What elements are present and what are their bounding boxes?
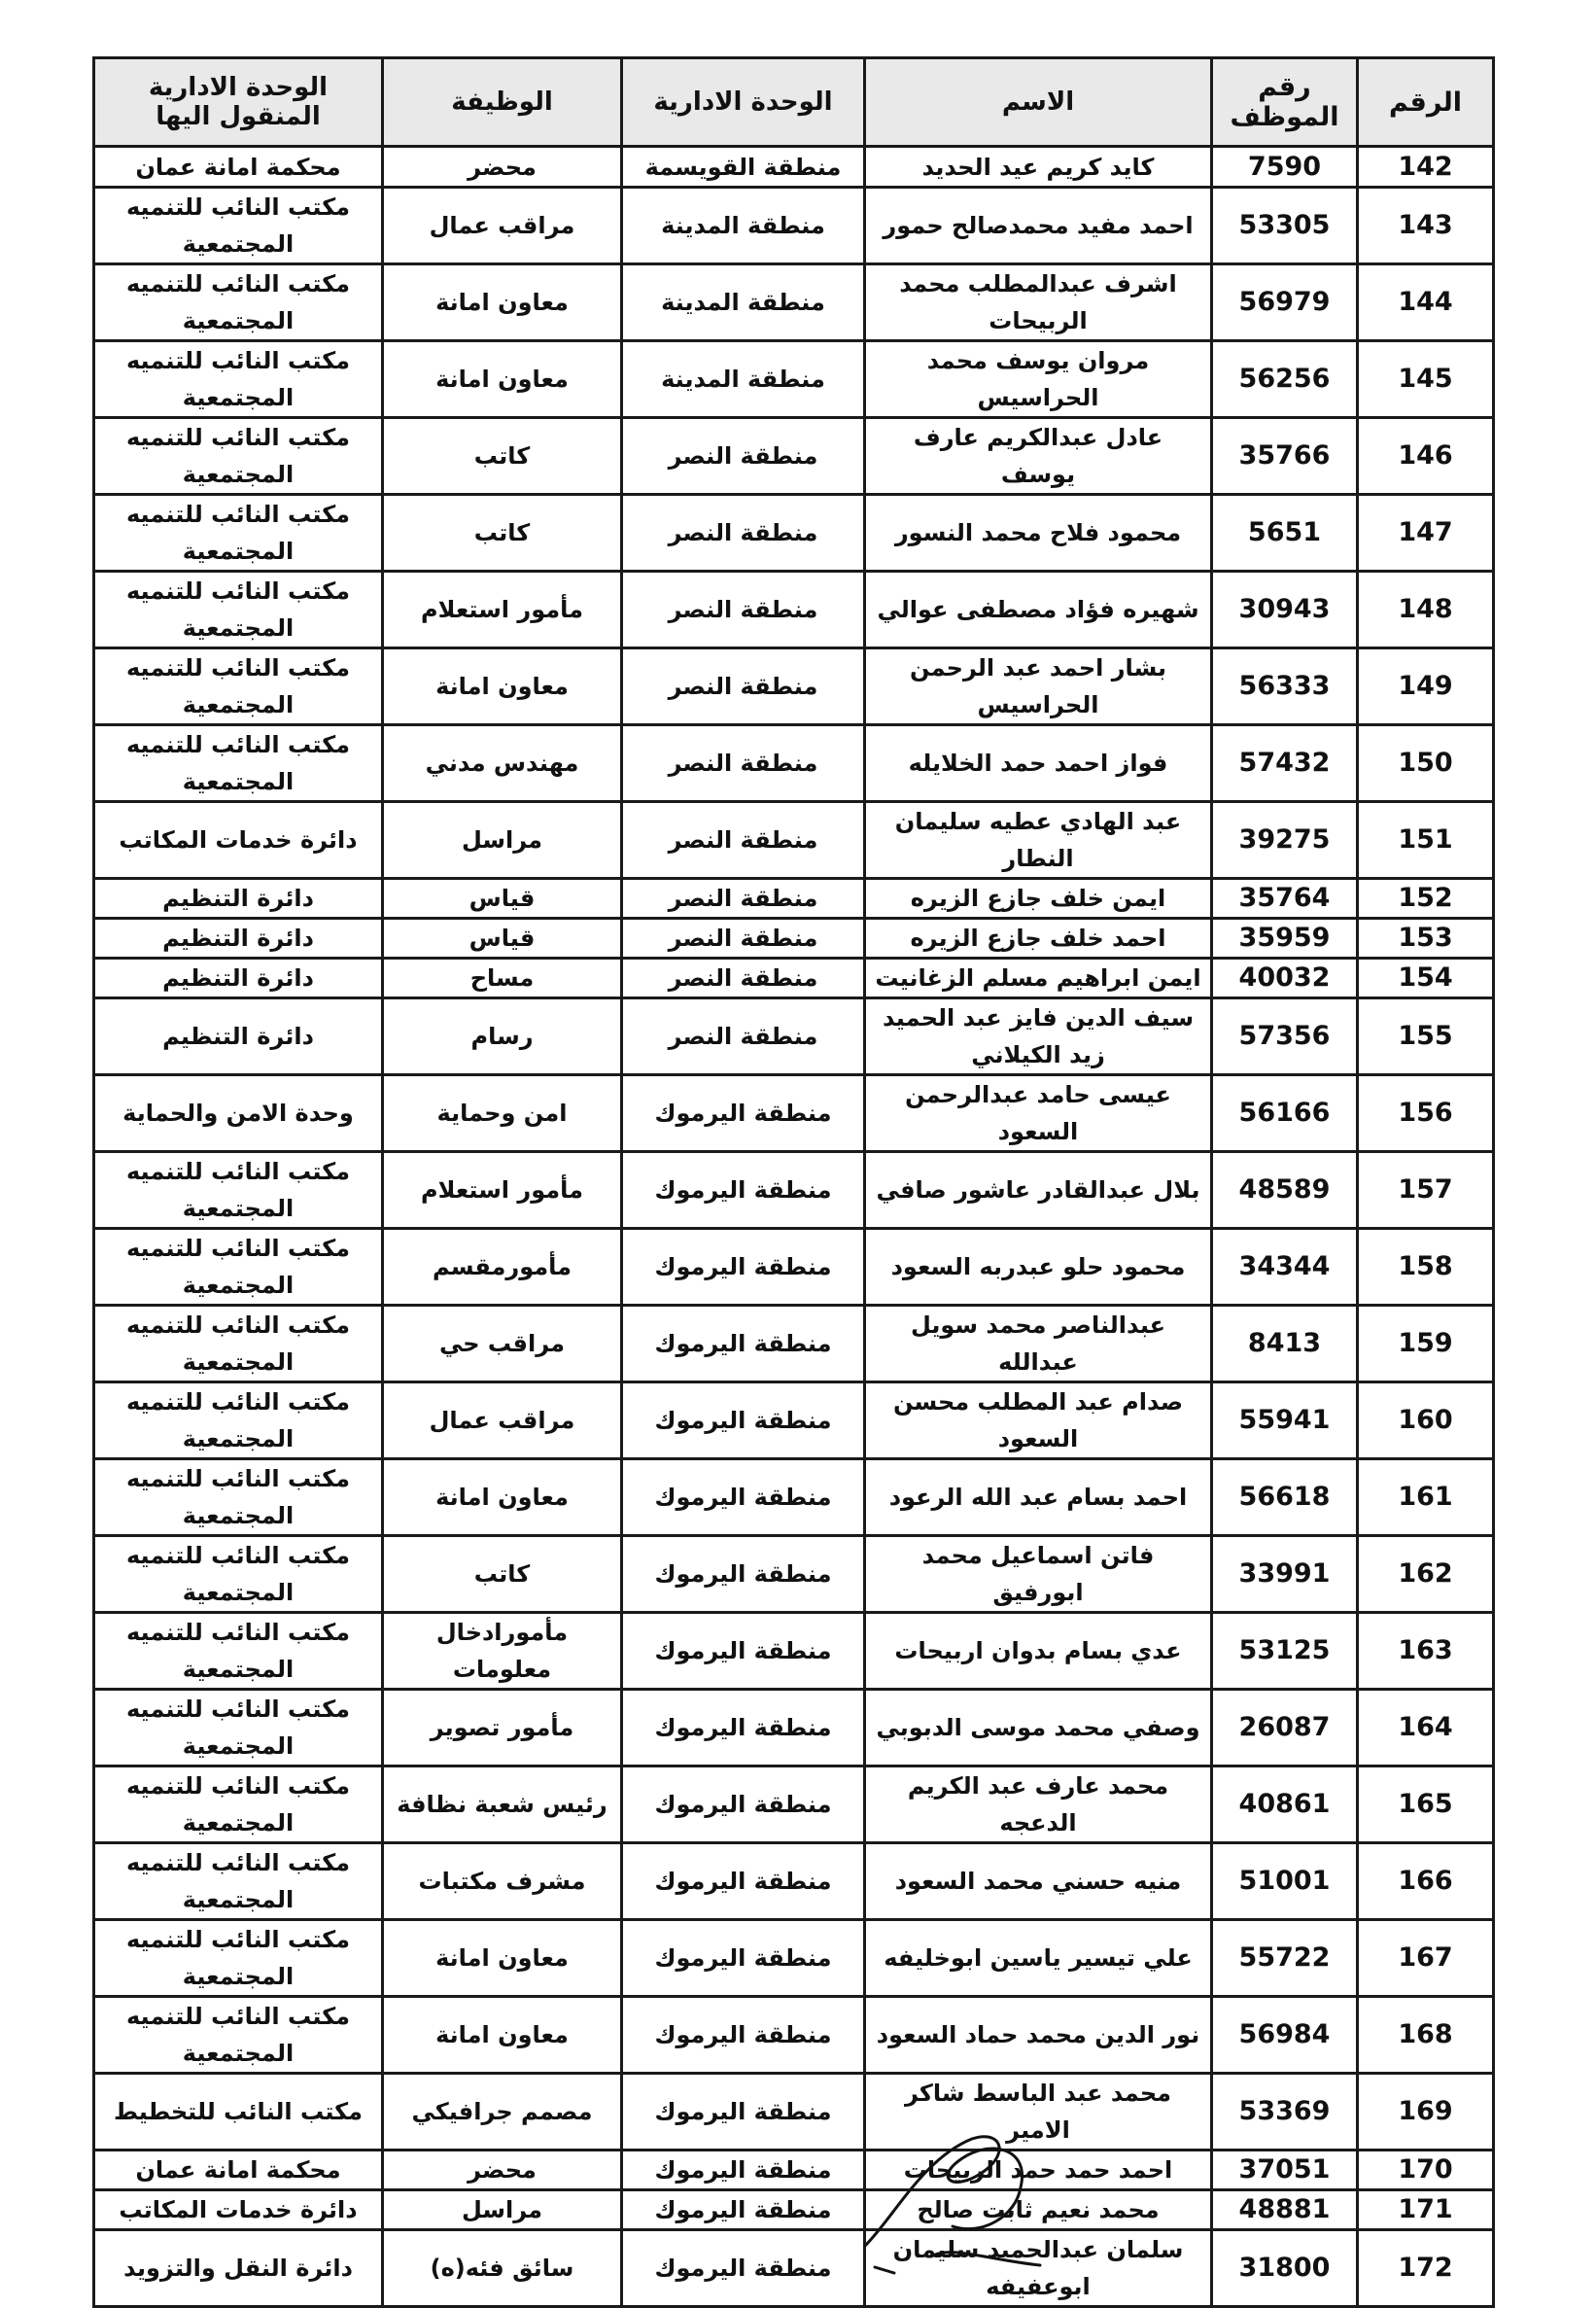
table-row <box>94 1075 1494 1152</box>
cell-job: مساح <box>383 959 622 998</box>
cell-name: منيه حسني محمد السعود <box>865 1843 1212 1920</box>
cell-job: مراسل <box>383 802 622 879</box>
cell-dest: وحدة الامن والحماية <box>94 1075 383 1152</box>
cell-name: نور الدين محمد حماد السعود <box>865 1997 1212 2074</box>
cell-emp-id: 56984 <box>1212 1997 1358 2074</box>
cell-name: سيف الدين فايز عبد الحميد زيد الكيلاني <box>865 998 1212 1075</box>
cell-name: احمد بسام عبد الله الرعود <box>865 1459 1212 1536</box>
cell-emp-id: 56256 <box>1212 341 1358 418</box>
cell-emp-id: 48589 <box>1212 1152 1358 1229</box>
cell-job: مراقب حي <box>383 1306 622 1382</box>
cell-unit: منطقة النصر <box>622 879 865 919</box>
cell-name: فواز احمد حمد الخلايله <box>865 725 1212 802</box>
cell-name: محمود فلاح محمد النسور <box>865 495 1212 572</box>
cell-emp-id: 53125 <box>1212 1613 1358 1690</box>
cell-job: معاون امانة <box>383 1997 622 2074</box>
cell-name: محمد عارف عبد الكريم الدعجه <box>865 1766 1212 1843</box>
cell-num: 167 <box>1358 1920 1494 1997</box>
table-row <box>94 1152 1494 1229</box>
cell-job: معاون امانة <box>383 1920 622 1997</box>
table-row <box>94 998 1494 1075</box>
cell-unit: منطقة اليرموك <box>622 1536 865 1613</box>
cell-emp-id: 35959 <box>1212 919 1358 959</box>
cell-dest: مكتب النائب للتنميه المجتمعية <box>94 725 383 802</box>
cell-name: ايمن ابراهيم مسلم الزغانيت <box>865 959 1212 998</box>
cell-unit: منطقة القويسمة <box>622 147 865 188</box>
cell-job: مراسل <box>383 2190 622 2230</box>
cell-emp-id: 40032 <box>1212 959 1358 998</box>
cell-job: قياس <box>383 879 622 919</box>
cell-name: بلال عبدالقادر عاشور صافي <box>865 1152 1212 1229</box>
cell-num: 155 <box>1358 998 1494 1075</box>
table-row <box>94 1382 1494 1459</box>
cell-unit: منطقة اليرموك <box>622 1306 865 1382</box>
cell-unit: منطقة اليرموك <box>622 1075 865 1152</box>
cell-num: 159 <box>1358 1306 1494 1382</box>
cell-emp-id: 53305 <box>1212 188 1358 264</box>
cell-emp-id: 56979 <box>1212 264 1358 341</box>
cell-num: 160 <box>1358 1382 1494 1459</box>
table-header <box>94 58 1494 147</box>
cell-dest: دائرة التنظيم <box>94 959 383 998</box>
table-row <box>94 1613 1494 1690</box>
cell-unit: منطقة المدينة <box>622 188 865 264</box>
cell-job: محضر <box>383 147 622 188</box>
cell-name: عيسى حامد عبدالرحمن السعود <box>865 1075 1212 1152</box>
cell-num: 146 <box>1358 418 1494 495</box>
cell-num: 148 <box>1358 572 1494 648</box>
cell-name: سلمان عبدالحميد سليمان ابوعفيفه <box>865 2230 1212 2307</box>
cell-emp-id: 8413 <box>1212 1306 1358 1382</box>
cell-dest: محكمة امانة عمان <box>94 147 383 188</box>
cell-job: معاون امانة <box>383 1459 622 1536</box>
cell-unit: منطقة النصر <box>622 919 865 959</box>
cell-unit: منطقة اليرموك <box>622 1766 865 1843</box>
table-row <box>94 264 1494 341</box>
cell-dest: مكتب النائب للتنميه المجتمعية <box>94 1613 383 1690</box>
cell-num: 165 <box>1358 1766 1494 1843</box>
cell-emp-id: 33991 <box>1212 1536 1358 1613</box>
cell-emp-id: 51001 <box>1212 1843 1358 1920</box>
table-row <box>94 919 1494 959</box>
cell-name: احمد حمد حمد الربيحات <box>865 2151 1212 2190</box>
cell-num: 158 <box>1358 1229 1494 1306</box>
table-row <box>94 802 1494 879</box>
cell-dest: دائرة التنظيم <box>94 919 383 959</box>
table-row <box>94 1306 1494 1382</box>
cell-dest: مكتب النائب للتنميه المجتمعية <box>94 1152 383 1229</box>
cell-unit: منطقة اليرموك <box>622 2151 865 2190</box>
cell-emp-id: 40861 <box>1212 1766 1358 1843</box>
header-dest: الوحدة الادارية المنقول اليها <box>94 58 383 147</box>
cell-job: سائق فئه(ه) <box>383 2230 622 2307</box>
cell-emp-id: 37051 <box>1212 2151 1358 2190</box>
cell-name: شهيره فؤاد مصطفى عوالي <box>865 572 1212 648</box>
cell-dest: مكتب النائب للتنميه المجتمعية <box>94 1843 383 1920</box>
cell-unit: منطقة النصر <box>622 959 865 998</box>
table-row <box>94 879 1494 919</box>
table-row <box>94 2230 1494 2307</box>
cell-emp-id: 56618 <box>1212 1459 1358 1536</box>
cell-name: علي تيسير ياسين ابوخليفه <box>865 1920 1212 1997</box>
cell-dest: مكتب النائب للتنميه المجتمعية <box>94 1382 383 1459</box>
cell-dest: مكتب النائب للتنميه المجتمعية <box>94 1536 383 1613</box>
cell-dest: مكتب النائب للتنميه المجتمعية <box>94 418 383 495</box>
cell-num: 164 <box>1358 1690 1494 1766</box>
table-row <box>94 1766 1494 1843</box>
cell-emp-id: 7590 <box>1212 147 1358 188</box>
cell-dest: دائرة التنظيم <box>94 879 383 919</box>
cell-job: كاتب <box>383 495 622 572</box>
cell-emp-id: 5651 <box>1212 495 1358 572</box>
cell-job: معاون امانة <box>383 341 622 418</box>
cell-job: قياس <box>383 919 622 959</box>
cell-emp-id: 48881 <box>1212 2190 1358 2230</box>
cell-dest: مكتب النائب للتنميه المجتمعية <box>94 495 383 572</box>
table-row <box>94 1997 1494 2074</box>
cell-job: مشرف مكتبات <box>383 1843 622 1920</box>
cell-num: 147 <box>1358 495 1494 572</box>
cell-unit: منطقة اليرموك <box>622 1382 865 1459</box>
header-unit: الوحدة الادارية <box>622 58 865 147</box>
cell-dest: دائرة التنظيم <box>94 998 383 1075</box>
cell-num: 166 <box>1358 1843 1494 1920</box>
cell-dest: دائرة النقل والتزويد <box>94 2230 383 2307</box>
cell-dest: مكتب النائب للتنميه المجتمعية <box>94 1920 383 1997</box>
cell-num: 154 <box>1358 959 1494 998</box>
cell-dest: دائرة خدمات المكاتب <box>94 2190 383 2230</box>
table-row <box>94 1690 1494 1766</box>
cell-unit: منطقة المدينة <box>622 264 865 341</box>
cell-job: مأمورمقسم <box>383 1229 622 1306</box>
cell-emp-id: 57432 <box>1212 725 1358 802</box>
cell-job: مأمورادخال معلومات <box>383 1613 622 1690</box>
cell-num: 169 <box>1358 2074 1494 2151</box>
cell-num: 145 <box>1358 341 1494 418</box>
cell-emp-id: 35764 <box>1212 879 1358 919</box>
cell-job: امن وحماية <box>383 1075 622 1152</box>
table-row <box>94 572 1494 648</box>
cell-dest: مكتب النائب للتنميه المجتمعية <box>94 341 383 418</box>
cell-job: مأمور تصوير <box>383 1690 622 1766</box>
cell-num: 152 <box>1358 879 1494 919</box>
cell-dest: مكتب النائب للتنميه المجتمعية <box>94 1229 383 1306</box>
cell-emp-id: 53369 <box>1212 2074 1358 2151</box>
cell-emp-id: 55722 <box>1212 1920 1358 1997</box>
table-row <box>94 1843 1494 1920</box>
cell-emp-id: 56166 <box>1212 1075 1358 1152</box>
cell-job: مأمور استعلام <box>383 1152 622 1229</box>
cell-num: 157 <box>1358 1152 1494 1229</box>
cell-num: 172 <box>1358 2230 1494 2307</box>
cell-unit: منطقة النصر <box>622 418 865 495</box>
cell-num: 143 <box>1358 188 1494 264</box>
cell-emp-id: 57356 <box>1212 998 1358 1075</box>
cell-job: معاون امانة <box>383 264 622 341</box>
cell-unit: منطقة اليرموك <box>622 2230 865 2307</box>
cell-num: 171 <box>1358 2190 1494 2230</box>
cell-job: رسام <box>383 998 622 1075</box>
cell-num: 161 <box>1358 1459 1494 1536</box>
table-row <box>94 959 1494 998</box>
cell-job: محضر <box>383 2151 622 2190</box>
cell-emp-id: 39275 <box>1212 802 1358 879</box>
cell-name: فاتن اسماعيل محمد ابورفيق <box>865 1536 1212 1613</box>
cell-name: ايمن خلف جازع الزيره <box>865 879 1212 919</box>
cell-num: 142 <box>1358 147 1494 188</box>
table-row <box>94 1229 1494 1306</box>
cell-unit: منطقة اليرموك <box>622 2074 865 2151</box>
table-row <box>94 341 1494 418</box>
cell-unit: منطقة اليرموك <box>622 1152 865 1229</box>
table-row <box>94 1536 1494 1613</box>
cell-name: احمد مفيد محمدصالح حمور <box>865 188 1212 264</box>
table-row <box>94 188 1494 264</box>
cell-unit: منطقة اليرموك <box>622 1843 865 1920</box>
header-num: الرقم <box>1358 58 1494 147</box>
cell-job: كاتب <box>383 418 622 495</box>
cell-num: 156 <box>1358 1075 1494 1152</box>
cell-dest: مكتب النائب للتنميه المجتمعية <box>94 1766 383 1843</box>
cell-job: كاتب <box>383 1536 622 1613</box>
cell-name: كايد كريم عيد الحديد <box>865 147 1212 188</box>
cell-name: عبد الهادي عطيه سليمان النطار <box>865 802 1212 879</box>
cell-dest: مكتب النائب للتنميه المجتمعية <box>94 1690 383 1766</box>
cell-job: معاون امانة <box>383 648 622 725</box>
cell-name: عدي بسام بدوان اربيحات <box>865 1613 1212 1690</box>
cell-unit: منطقة اليرموك <box>622 1997 865 2074</box>
transfer-table <box>92 56 1495 2308</box>
cell-dest: مكتب النائب للتنميه المجتمعية <box>94 188 383 264</box>
cell-emp-id: 55941 <box>1212 1382 1358 1459</box>
cell-emp-id: 30943 <box>1212 572 1358 648</box>
table-row <box>94 2074 1494 2151</box>
cell-num: 150 <box>1358 725 1494 802</box>
cell-name: محمد عبد الباسط شاكر الامير <box>865 2074 1212 2151</box>
cell-emp-id: 34344 <box>1212 1229 1358 1306</box>
cell-unit: منطقة اليرموك <box>622 1229 865 1306</box>
cell-unit: منطقة النصر <box>622 495 865 572</box>
cell-job: رئيس شعبة نظافة <box>383 1766 622 1843</box>
cell-dest: محكمة امانة عمان <box>94 2151 383 2190</box>
header-job: الوظيفة <box>383 58 622 147</box>
table-row <box>94 2151 1494 2190</box>
cell-num: 162 <box>1358 1536 1494 1613</box>
cell-num: 144 <box>1358 264 1494 341</box>
table-row <box>94 725 1494 802</box>
cell-job: مهندس مدني <box>383 725 622 802</box>
cell-unit: منطقة اليرموك <box>622 1690 865 1766</box>
cell-dest: مكتب النائب للتنميه المجتمعية <box>94 1306 383 1382</box>
cell-dest: دائرة خدمات المكاتب <box>94 802 383 879</box>
cell-emp-id: 26087 <box>1212 1690 1358 1766</box>
cell-emp-id: 31800 <box>1212 2230 1358 2307</box>
cell-unit: منطقة اليرموك <box>622 1920 865 1997</box>
cell-unit: منطقة اليرموك <box>622 2190 865 2230</box>
table-row <box>94 418 1494 495</box>
cell-name: وصفي محمد موسى الدبوبي <box>865 1690 1212 1766</box>
cell-num: 149 <box>1358 648 1494 725</box>
cell-num: 151 <box>1358 802 1494 879</box>
cell-emp-id: 35766 <box>1212 418 1358 495</box>
cell-dest: مكتب النائب للتنميه المجتمعية <box>94 648 383 725</box>
table-row <box>94 1920 1494 1997</box>
cell-unit: منطقة اليرموك <box>622 1459 865 1536</box>
cell-num: 153 <box>1358 919 1494 959</box>
cell-job: مصمم جرافيكي <box>383 2074 622 2151</box>
signature <box>836 2100 1069 2275</box>
cell-dest: مكتب النائب للتنميه المجتمعية <box>94 264 383 341</box>
cell-name: اشرف عبدالمطلب محمد الربيحات <box>865 264 1212 341</box>
cell-name: عادل عبدالكريم عارف يوسف <box>865 418 1212 495</box>
cell-name: صدام عبد المطلب محسن السعود <box>865 1382 1212 1459</box>
cell-unit: منطقة النصر <box>622 648 865 725</box>
table-row <box>94 495 1494 572</box>
cell-dest: مكتب النائب للتخطيط <box>94 2074 383 2151</box>
cell-dest: مكتب النائب للتنميه المجتمعية <box>94 1997 383 2074</box>
cell-name: محمود حلو عبدربه السعود <box>865 1229 1212 1306</box>
table-row <box>94 648 1494 725</box>
cell-job: مأمور استعلام <box>383 572 622 648</box>
cell-num: 168 <box>1358 1997 1494 2074</box>
cell-job: مراقب عمال <box>383 188 622 264</box>
cell-name: بشار احمد عبد الرحمن الحراسيس <box>865 648 1212 725</box>
cell-name: احمد خلف جازع الزيره <box>865 919 1212 959</box>
cell-emp-id: 56333 <box>1212 648 1358 725</box>
cell-dest: مكتب النائب للتنميه المجتمعية <box>94 1459 383 1536</box>
table-row <box>94 2190 1494 2230</box>
cell-name: مروان يوسف محمد الحراسيس <box>865 341 1212 418</box>
header-name: الاسم <box>865 58 1212 147</box>
cell-num: 170 <box>1358 2151 1494 2190</box>
header-emp-id: رقم الموظف <box>1212 58 1358 147</box>
cell-unit: منطقة النصر <box>622 998 865 1075</box>
cell-dest: مكتب النائب للتنميه المجتمعية <box>94 572 383 648</box>
cell-name: محمد نعيم ثابت صالح <box>865 2190 1212 2230</box>
cell-unit: منطقة النصر <box>622 572 865 648</box>
table-row <box>94 1459 1494 1536</box>
cell-unit: منطقة المدينة <box>622 341 865 418</box>
cell-unit: منطقة النصر <box>622 802 865 879</box>
cell-num: 163 <box>1358 1613 1494 1690</box>
cell-unit: منطقة اليرموك <box>622 1613 865 1690</box>
cell-unit: منطقة النصر <box>622 725 865 802</box>
cell-name: عبدالناصر محمد سويل عبدالله <box>865 1306 1212 1382</box>
table-body <box>94 147 1494 2307</box>
table-row <box>94 147 1494 188</box>
cell-job: مراقب عمال <box>383 1382 622 1459</box>
